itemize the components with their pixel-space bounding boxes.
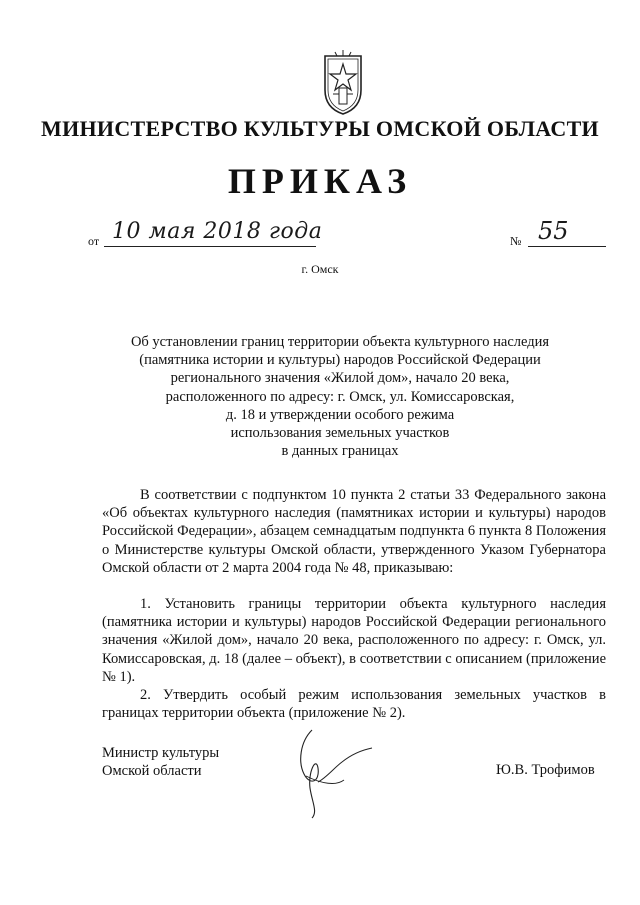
handwritten-date: 10 мая 2018 года (112, 219, 323, 244)
handwritten-number: 55 (538, 217, 569, 245)
signer-position-line: Министр культуры (102, 745, 220, 761)
subject-line: регионального значения «Жилой дом», начало 20 века, (170, 370, 510, 387)
subject-line: использования земельных участков (230, 425, 450, 442)
city: г. Омск (301, 262, 339, 276)
handwritten-signature (282, 722, 392, 822)
subject-line: (памятника истории и культуры) народов Российской Федерации (139, 352, 541, 369)
order-item-2: 2. Утвердить особый режим использования земельных участков в границах территории объекта (приложение № 2). (102, 687, 606, 722)
document-type-title: ПРИКАЗ (227, 161, 413, 201)
signer-position (102, 744, 219, 780)
subject-line: расположенного по адресу: г. Омск, ул. Комиссаровская, (165, 388, 515, 405)
preamble-paragraph: В соответствии с подпунктом 10 пункта 2 статьи 33 Федерального закона «Об объектах культурного наследия (памятниках истории и культуры) народов Российской Федерации», абзацем семнадцатым подпункта 6 пункта 8 Положения о Министерстве культуры Омской области, утвержденного Указом Губернатора Омской области от 2 марта 2004 года № 48, приказываю: (102, 487, 606, 576)
ministry-title: МИНИСТЕРСТВО КУЛЬТУРЫ ОМСКОЙ ОБЛАСТИ (41, 116, 599, 141)
subject-line: Об установлении границ территории объекта культурного наследия (130, 334, 550, 350)
signer-name: Ю.В. Трофимов (496, 762, 595, 778)
number-prefix: № (510, 234, 522, 248)
order-subject (120, 333, 560, 460)
date-underline (104, 246, 316, 247)
order-item-1: 1. Установить границы территории объекта культурного наследия (памятника истории и культуры) народов Российской Федерации регионального значения «Жилой дом», начало 20 века, расположенного по адресу: г. Омск, ул. Комиссаровская, д. 18 (далее – объект), в соответствии с описанием (приложение № 1). (102, 596, 606, 685)
signer-position-line: Омской области (102, 763, 202, 779)
subject-line: в данных границах (281, 443, 399, 460)
number-underline (528, 246, 606, 247)
subject-line: д. 18 и утверждении особого режима (225, 406, 455, 423)
coat-of-arms-icon (321, 50, 365, 116)
date-prefix: от (88, 234, 100, 248)
